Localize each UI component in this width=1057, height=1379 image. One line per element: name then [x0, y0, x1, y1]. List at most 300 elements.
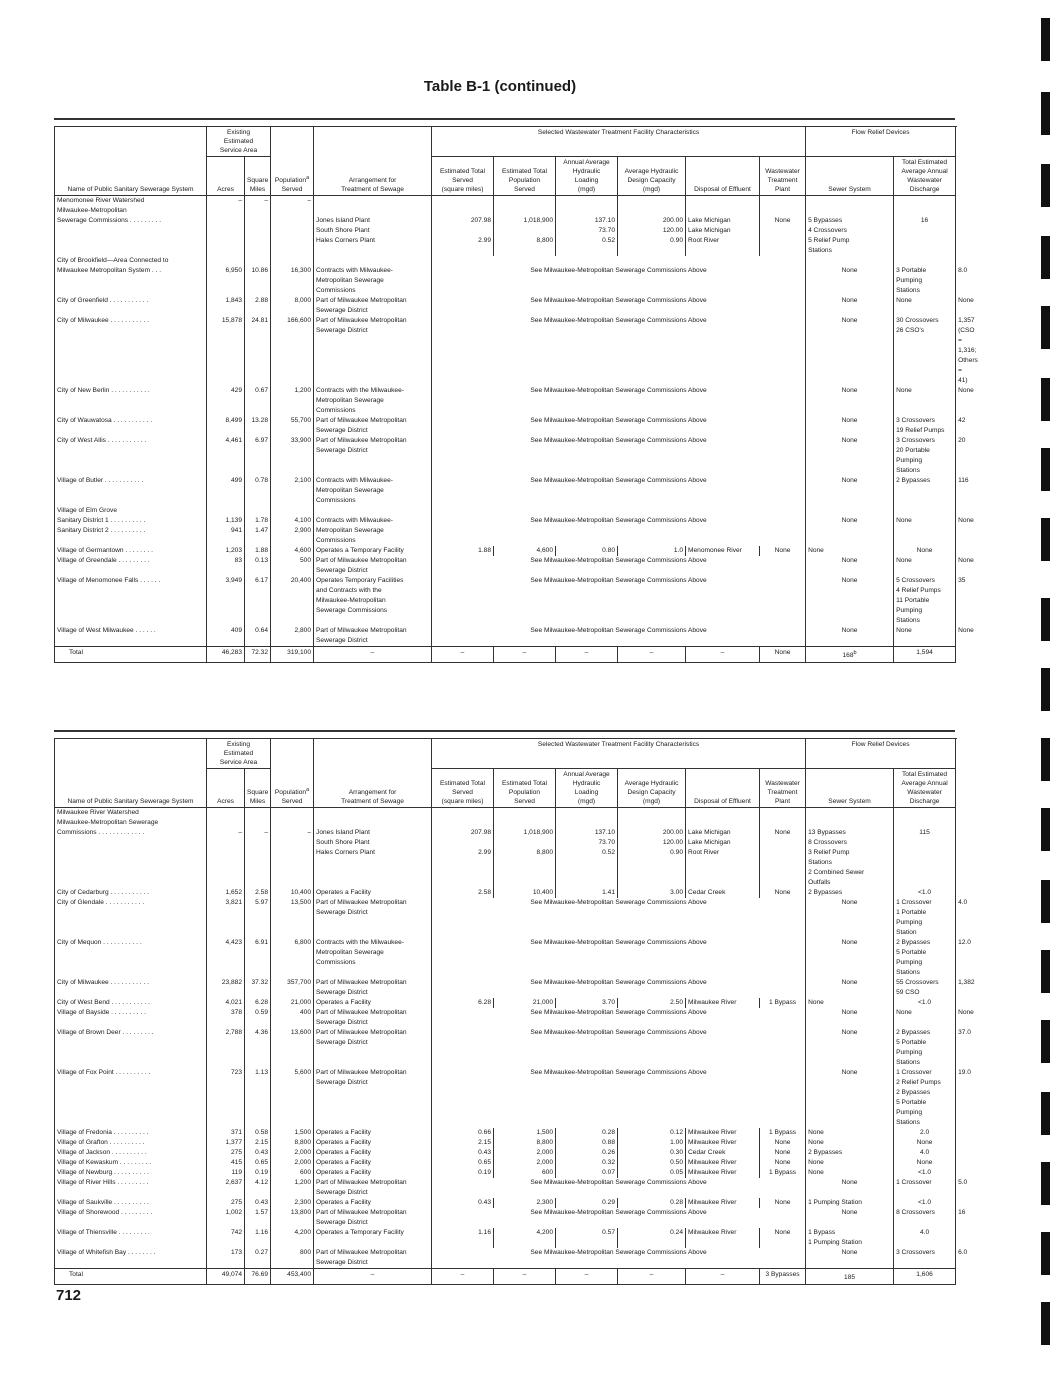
col-facility-group: Selected Wastewater Treatment Facility Characteristics: [432, 739, 806, 769]
discharge: None: [894, 546, 956, 556]
hydraulic-loading: 0.80: [556, 546, 618, 556]
binding-mark: [1041, 1162, 1050, 1205]
acres: 15,878: [207, 316, 245, 386]
arrangement: Jones Island Plant South Shore Plant Hales Corners Plant: [314, 808, 432, 889]
acres: 1,203: [207, 546, 245, 556]
acres: 8,499: [207, 416, 245, 436]
system-name: Village of Elm Grove Sanitary District 1 . . . . . . . . . . Sanitary District 2 . . . . . . . . . .: [55, 506, 207, 546]
treatment-plant-relief: None: [806, 576, 894, 626]
total-discharge: 1,594: [894, 647, 956, 663]
col-population: Population$^a$ Served: [271, 127, 314, 196]
hydraulic-loading: 0.29: [556, 1198, 618, 1208]
effluent-disposal: Milwaukee River: [686, 1168, 760, 1178]
treatment-plant-relief: None: [760, 1228, 806, 1248]
square-miles: 0.27: [245, 1248, 271, 1269]
hydraulic-loading: 1.41: [556, 888, 618, 898]
sewer-system-relief: None: [894, 386, 956, 416]
facility-note: See Milwaukee-Metropolitan Sewerage Commissions Above: [432, 576, 806, 626]
col-disposal: Disposal of Effluent: [686, 769, 760, 808]
total-population: 319,100: [271, 647, 314, 663]
table-top-rule: [54, 118, 955, 120]
population: 500: [271, 556, 314, 576]
arrangement: Part of Milwaukee Metropolitan Sewerage District: [314, 978, 432, 998]
table-row: Village of Elm Grove Sanitary District 1 . . . . . . . . . . Sanitary District 2 . . . . . . . . . . 1,139 941 1.78 1.47 4,100 2,900 Contracts with Milwaukee- Metropolitan Sewerage Commissions See Milwaukee-Metropolitan Sewerage Commissions Above None None None: [55, 506, 956, 546]
acres: 742: [207, 1228, 245, 1248]
total-discharge: 1,606: [894, 1269, 956, 1285]
arrangement: Operates a Facility: [314, 1148, 432, 1158]
binding-mark: [1041, 236, 1050, 279]
table-row: Village of Brown Deer . . . . . . . . . 2,788 4.36 13,600 Part of Milwaukee Metropolitan Sewerage District See Milwaukee-Metropolitan Sewerage Commissions Above None 2 Bypasses 5 Portable Pumping Stations 37.0: [55, 1028, 956, 1068]
treatment-plant-relief: None: [806, 316, 894, 386]
population: 1,200: [271, 1178, 314, 1198]
binding-mark: [1041, 1020, 1050, 1063]
population: 2,000: [271, 1158, 314, 1168]
square-miles: 13.28: [245, 416, 271, 436]
pop-served: 4,200: [494, 1228, 556, 1248]
total-sewer: 168$^b$: [806, 647, 894, 663]
area-served: 0.65: [432, 1158, 494, 1168]
binding-mark: [1041, 164, 1050, 207]
acres: 6,950: [207, 256, 245, 296]
pop-served: 4,600: [494, 546, 556, 556]
population: 6,800: [271, 938, 314, 978]
sewer-system-relief: 1 Bypass 1 Pumping Station: [806, 1228, 894, 1248]
facility-note: See Milwaukee-Metropolitan Sewerage Commissions Above: [432, 556, 806, 576]
facility-note: See Milwaukee-Metropolitan Sewerage Commissions Above: [432, 436, 806, 476]
total-area-served: –: [432, 647, 494, 663]
pop-served: 1,018,900 8,800: [494, 808, 556, 889]
treatment-plant-relief: 1 Bypass: [760, 998, 806, 1008]
arrangement: Contracts with Milwaukee- Metropolitan Sewerage Commissions: [314, 476, 432, 506]
effluent-disposal: Menomonee River: [686, 546, 760, 556]
square-miles: 0.43: [245, 1148, 271, 1158]
col-disposal: Disposal of Effluent: [686, 157, 760, 196]
treatment-plant-relief: 1 Bypass: [760, 1168, 806, 1178]
system-name: City of Mequon . . . . . . . . . . .: [55, 938, 207, 978]
acres: 723: [207, 1068, 245, 1128]
arrangement: Part of Milwaukee Metropolitan Sewerage District: [314, 1208, 432, 1228]
hydraulic-loading: 0.28: [556, 1128, 618, 1138]
system-name: Village of Saukville . . . . . . . . . .: [55, 1198, 207, 1208]
pop-served: 21,000: [494, 998, 556, 1008]
arrangement: Operates a Facility: [314, 1168, 432, 1178]
acres: 83: [207, 556, 245, 576]
pop-served: 1,018,900 8,800: [494, 196, 556, 257]
sewer-system-relief: None: [806, 1158, 894, 1168]
effluent-disposal: Milwaukee River: [686, 1138, 760, 1148]
pop-served: 1,500: [494, 1128, 556, 1138]
system-name: Village of Germantown . . . . . . . .: [55, 546, 207, 556]
population: 800: [271, 1248, 314, 1269]
col-acres: Acres: [207, 769, 245, 808]
treatment-plant-relief: None: [806, 1178, 894, 1198]
square-miles: 2.88: [245, 296, 271, 316]
col-plant: Wastewater Treatment Plant: [760, 157, 806, 196]
arrangement: Contracts with the Milwaukee- Metropolitan Sewerage Commissions: [314, 938, 432, 978]
discharge: 16: [894, 196, 956, 257]
col-sewer: Sewer System: [806, 769, 894, 808]
facility-note: See Milwaukee-Metropolitan Sewerage Commissions Above: [432, 416, 806, 436]
col-pop-served: Estimated Total Population Served: [494, 157, 556, 196]
effluent-disposal: Cedar Creek: [686, 888, 760, 898]
population: 2,300: [271, 1198, 314, 1208]
table-row: Village of Menomonee Falls . . . . . . 3,949 6.17 20,400 Operates Temporary Facilities and Contracts with the Milwaukee-Metropolitan Sewerage Commissions See Milwaukee-Metropolitan Sewerage Commissions Above None 5 Crossovers 4 Relief Pumps 11 Portable Pumping Stations 35: [55, 576, 956, 626]
system-name: City of Wauwatosa . . . . . . . . . . .: [55, 416, 207, 436]
sewer-system-relief: None: [894, 1008, 956, 1028]
acres: 275: [207, 1148, 245, 1158]
arrangement: Contracts with Milwaukee- Metropolitan Sewerage Commissions: [314, 256, 432, 296]
square-miles: 5.97: [245, 898, 271, 938]
arrangement: Part of Milwaukee Metropolitan Sewerage District: [314, 898, 432, 938]
discharge: <1.0: [894, 1168, 956, 1178]
table-row: Village of Bayside . . . . . . . . . . 378 0.59 400 Part of Milwaukee Metropolitan Sewerage District See Milwaukee-Metropolitan Sewerage Commissions Above None None None: [55, 1008, 956, 1028]
system-name: Village of Thiensville . . . . . . . . .: [55, 1228, 207, 1248]
square-miles: 24.81: [245, 316, 271, 386]
design-capacity: 0.30: [618, 1148, 686, 1158]
acres: 2,788: [207, 1028, 245, 1068]
square-miles: 0.59: [245, 1008, 271, 1028]
table-row: [55, 1138, 956, 1148]
col-arrangement: Arrangement for Treatment of Sewage: [314, 739, 432, 808]
hydraulic-loading: 137.10 73.70 0.52: [556, 808, 618, 889]
population: 21,000: [271, 998, 314, 1008]
square-miles: 6.97: [245, 436, 271, 476]
design-capacity: 0.50: [618, 1158, 686, 1168]
col-relief-group: Flow Relief Devices: [806, 739, 956, 769]
system-name: Village of Brown Deer . . . . . . . . .: [55, 1028, 207, 1068]
population: 166,600: [271, 316, 314, 386]
sewer-system-relief: 30 Crossovers 26 CSO's: [894, 316, 956, 386]
population: 33,900: [271, 436, 314, 476]
system-name: City of West Bend . . . . . . . . . . .: [55, 998, 207, 1008]
total-row: [55, 1269, 956, 1285]
facility-note: See Milwaukee-Metropolitan Sewerage Commissions Above: [432, 898, 806, 938]
binding-mark: [1041, 1092, 1050, 1135]
sewer-system-relief: None: [806, 546, 894, 556]
acres: 4,423: [207, 938, 245, 978]
sewer-system-relief: 1 Crossover: [894, 1178, 956, 1198]
effluent-disposal: Lake Michigan Lake Michigan Root River: [686, 196, 760, 257]
arrangement: Part of Milwaukee Metropolitan Sewerage District: [314, 1008, 432, 1028]
total-arrangement: –: [314, 647, 432, 663]
table-row: City of Mequon . . . . . . . . . . . 4,423 6.91 6,800 Contracts with the Milwaukee- Metropolitan Sewerage Commissions See Milwaukee-Metropolitan Sewerage Commissions Above None 2 Bypasses 5 Portable Pumping Stations 12.0: [55, 938, 956, 978]
pop-served: 2,000: [494, 1158, 556, 1168]
system-name: Village of Newburg . . . . . . . . . .: [55, 1168, 207, 1178]
wastewater-table-menomonee: [54, 126, 978, 663]
arrangement: Operates a Facility: [314, 1138, 432, 1148]
arrangement: Part of Milwaukee Metropolitan Sewerage District: [314, 1178, 432, 1198]
population: 10,400: [271, 888, 314, 898]
discharge: None: [894, 1138, 956, 1148]
area-served: 2.15: [432, 1138, 494, 1148]
total-capacity: –: [618, 647, 686, 663]
effluent-disposal: Milwaukee River: [686, 1128, 760, 1138]
treatment-plant-relief: None: [806, 296, 894, 316]
treatment-plant-relief: None: [806, 476, 894, 506]
square-miles: 0.64: [245, 626, 271, 647]
acres: 3,949: [207, 576, 245, 626]
acres: 4,021: [207, 998, 245, 1008]
sewer-system-relief: 2 Bypasses: [894, 476, 956, 506]
design-capacity: 200.00 120.00 0.90: [618, 808, 686, 889]
table-row: Village of Whitefish Bay . . . . . . . . 173 0.27 800 Part of Milwaukee Metropolitan Sewerage District See Milwaukee-Metropolitan Sewerage Commissions Above None 3 Crossovers 6.0: [55, 1248, 956, 1269]
arrangement: Operates a Temporary Facility: [314, 546, 432, 556]
treatment-plant-relief: None: [806, 1068, 894, 1128]
discharge: 115: [894, 808, 956, 889]
col-acres: Acres: [207, 157, 245, 196]
facility-note: See Milwaukee-Metropolitan Sewerage Commissions Above: [432, 1068, 806, 1128]
square-miles: 37.32: [245, 978, 271, 998]
acres: 3,821: [207, 898, 245, 938]
effluent-disposal: Milwaukee River: [686, 1228, 760, 1248]
population: 2,100: [271, 476, 314, 506]
effluent-disposal: Milwaukee River: [686, 998, 760, 1008]
treatment-plant-relief: None: [760, 888, 806, 898]
population: 4,600: [271, 546, 314, 556]
area-served: 207.98 2.99: [432, 808, 494, 889]
population: 16,300: [271, 256, 314, 296]
binding-mark: [1041, 448, 1050, 491]
discharge: <1.0: [894, 888, 956, 898]
acres: 1,843: [207, 296, 245, 316]
area-served: 0.43: [432, 1148, 494, 1158]
facility-note: See Milwaukee-Metropolitan Sewerage Commissions Above: [432, 1208, 806, 1228]
system-name: Village of Jackson . . . . . . . . . .: [55, 1148, 207, 1158]
table-row: [55, 1198, 956, 1208]
square-miles: 4.12: [245, 1178, 271, 1198]
hydraulic-loading: 0.88: [556, 1138, 618, 1148]
total-hydraulic: –: [556, 647, 618, 663]
total-capacity: –: [618, 1269, 686, 1285]
acres: 499: [207, 476, 245, 506]
area-served: 0.43: [432, 1198, 494, 1208]
binding-marks: [1038, 0, 1057, 1379]
square-miles: 6.91: [245, 938, 271, 978]
design-capacity: 0.28: [618, 1198, 686, 1208]
acres: 378: [207, 1008, 245, 1028]
square-miles: 0.13: [245, 556, 271, 576]
sewer-system-relief: 1 Crossover 1 Portable Pumping Station: [894, 898, 956, 938]
table-row: [55, 196, 956, 257]
population: 55,700: [271, 416, 314, 436]
total-plant: None: [760, 647, 806, 663]
acres: 409: [207, 626, 245, 647]
square-miles: 1.13: [245, 1068, 271, 1128]
treatment-plant-relief: None: [760, 808, 806, 889]
system-name: City of New Berlin . . . . . . . . . . .: [55, 386, 207, 416]
arrangement: Operates a Facility: [314, 1198, 432, 1208]
table-row: City of Greenfield . . . . . . . . . . . 1,843 2.88 8,000 Part of Milwaukee Metropolitan Sewerage District See Milwaukee-Metropolitan Sewerage Commissions Above None None None: [55, 296, 956, 316]
arrangement: Part of Milwaukee Metropolitan Sewerage District: [314, 1248, 432, 1269]
acres: 119: [207, 1168, 245, 1178]
square-miles: 0.58: [245, 1128, 271, 1138]
total-square-miles: 72.32: [245, 647, 271, 663]
sewer-system-relief: None: [894, 626, 956, 647]
facility-note: See Milwaukee-Metropolitan Sewerage Commissions Above: [432, 386, 806, 416]
treatment-plant-relief: None: [760, 1138, 806, 1148]
table-row: Village of River Hills . . . . . . . . . 2,637 4.12 1,200 Part of Milwaukee Metropolitan Sewerage District See Milwaukee-Metropolitan Sewerage Commissions Above None 1 Crossover 5.0: [55, 1178, 956, 1198]
population: 8,000: [271, 296, 314, 316]
acres: 4,461: [207, 436, 245, 476]
area-served: 6.28: [432, 998, 494, 1008]
population: 1,500: [271, 1128, 314, 1138]
total-hydraulic: –: [556, 1269, 618, 1285]
arrangement: Operates Temporary Facilities and Contracts with the Milwaukee-Metropolitan Sewerage Commissions: [314, 576, 432, 626]
table-row: [55, 808, 956, 889]
col-square-miles: Square Miles: [245, 157, 271, 196]
table-row: City of Wauwatosa . . . . . . . . . . . 8,499 13.28 55,700 Part of Milwaukee Metropolitan Sewerage District See Milwaukee-Metropolitan Sewerage Commissions Above None 3 Crossovers 19 Relief Pumps 42: [55, 416, 956, 436]
binding-mark: [1041, 1302, 1050, 1345]
col-hydraulic: Annual Average Hydraulic Loading (mgd): [556, 157, 618, 196]
table-row: City of Brookfield—Area Connected to Milwaukee Metropolitan System . . . 6,950 10.86 16,300 Contracts with Milwaukee- Metropolitan Sewerage Commissions See Milwaukee-Metropolitan Sewerage Commissions Above None 3 Portable Pumping Stations 8.0: [55, 256, 956, 296]
table-row: [55, 1158, 956, 1168]
square-miles: 6.28: [245, 998, 271, 1008]
table-row: [55, 1148, 956, 1158]
square-miles: 1.78 1.47: [245, 506, 271, 546]
facility-note: See Milwaukee-Metropolitan Sewerage Commissions Above: [432, 256, 806, 296]
system-name: Village of River Hills . . . . . . . . .: [55, 1178, 207, 1198]
col-service-area: Existing Estimated Service Area: [207, 127, 271, 157]
system-name: Village of Kewaskum . . . . . . . . .: [55, 1158, 207, 1168]
binding-mark: [1041, 92, 1050, 135]
table-top-rule: [54, 730, 955, 732]
col-capacity: Average Hydraulic Design Capacity (mgd): [618, 157, 686, 196]
treatment-plant-relief: None: [806, 436, 894, 476]
treatment-plant-relief: None: [806, 416, 894, 436]
arrangement: Operates a Facility: [314, 888, 432, 898]
square-miles: 0.19: [245, 1168, 271, 1178]
system-name: City of Glendale . . . . . . . . . . .: [55, 898, 207, 938]
total-acres: 49,074: [207, 1269, 245, 1285]
sewer-system-relief: None: [806, 998, 894, 1008]
arrangement: Contracts with Milwaukee- Metropolitan Sewerage Commissions: [314, 506, 432, 546]
treatment-plant-relief: None: [806, 506, 894, 546]
acres: 173: [207, 1248, 245, 1269]
col-service-area: Existing Estimated Service Area: [207, 739, 271, 769]
binding-mark: [1041, 18, 1050, 61]
acres: –: [207, 808, 245, 889]
sewer-system-relief: 8 Crossovers: [894, 1208, 956, 1228]
facility-note: See Milwaukee-Metropolitan Sewerage Commissions Above: [432, 476, 806, 506]
binding-mark: [1041, 306, 1050, 349]
sewer-system-relief: None: [894, 296, 956, 316]
binding-mark: [1041, 518, 1050, 561]
population: –: [271, 196, 314, 257]
table-row: Village of Greendale . . . . . . . . . 83 0.13 500 Part of Milwaukee Metropolitan Sewerage District See Milwaukee-Metropolitan Sewerage Commissions Above None None None: [55, 556, 956, 576]
pop-served: 600: [494, 1168, 556, 1178]
hydraulic-loading: 0.07: [556, 1168, 618, 1178]
treatment-plant-relief: None: [806, 556, 894, 576]
design-capacity: 0.12: [618, 1128, 686, 1138]
total-label: Total: [55, 1269, 207, 1285]
sewer-system-relief: 2 Bypasses: [806, 888, 894, 898]
total-square-miles: 76.69: [245, 1269, 271, 1285]
system-name: Milwaukee River Watershed Milwaukee-Metropolitan Sewerage Commissions . . . . . . . . . . . . .: [55, 808, 207, 889]
discharge: 4.0: [894, 1228, 956, 1248]
treatment-plant-relief: None: [806, 1008, 894, 1028]
arrangement: Part of Milwaukee Metropolitan Sewerage District: [314, 626, 432, 647]
square-miles: 6.17: [245, 576, 271, 626]
population: 13,600: [271, 1028, 314, 1068]
page-number: 712: [56, 1287, 82, 1304]
sewer-system-relief: 3 Crossovers 19 Relief Pumps: [894, 416, 956, 436]
facility-note: See Milwaukee-Metropolitan Sewerage Commissions Above: [432, 1248, 806, 1269]
table-row: [55, 1128, 956, 1138]
system-name: Village of Fredonia . . . . . . . . . .: [55, 1128, 207, 1138]
table-row: [55, 888, 956, 898]
population: 8,800: [271, 1138, 314, 1148]
design-capacity: 3.00: [618, 888, 686, 898]
arrangement: Part of Milwaukee Metropolitan Sewerage District: [314, 556, 432, 576]
binding-mark: [1041, 1232, 1050, 1275]
sewer-system-relief: None: [894, 556, 956, 576]
sewer-system-relief: 3 Crossovers 20 Portable Pumping Stations: [894, 436, 956, 476]
table-row: City of West Allis . . . . . . . . . . . 4,461 6.97 33,900 Part of Milwaukee Metropolitan Sewerage District See Milwaukee-Metropolitan Sewerage Commissions Above None 3 Crossovers 20 Portable Pumping Stations 20: [55, 436, 956, 476]
effluent-disposal: Lake Michigan Lake Michigan Root River: [686, 808, 760, 889]
hydraulic-loading: 3.70: [556, 998, 618, 1008]
table-row: [55, 546, 956, 556]
col-plant: Wastewater Treatment Plant: [760, 769, 806, 808]
arrangement: Part of Milwaukee Metropolitan Sewerage District: [314, 1068, 432, 1128]
area-served: 0.19: [432, 1168, 494, 1178]
square-miles: 10.86: [245, 256, 271, 296]
sewer-system-relief: None: [806, 1168, 894, 1178]
design-capacity: 2.50: [618, 998, 686, 1008]
sewer-system-relief: None: [806, 1138, 894, 1148]
total-sewer: 185: [806, 1269, 894, 1285]
system-name: City of West Allis . . . . . . . . . . .: [55, 436, 207, 476]
total-area-served: –: [432, 1269, 494, 1285]
pop-served: 8,800: [494, 1138, 556, 1148]
sewer-system-relief: 2 Bypasses 5 Portable Pumping Stations: [894, 1028, 956, 1068]
total-row: [55, 647, 956, 663]
total-population: 453,400: [271, 1269, 314, 1285]
binding-mark: [1041, 738, 1050, 781]
sewer-system-relief: 2 Bypasses: [806, 1148, 894, 1158]
table-row: [55, 998, 956, 1008]
facility-note: See Milwaukee-Metropolitan Sewerage Commissions Above: [432, 978, 806, 998]
acres: 23,882: [207, 978, 245, 998]
acres: 1,002: [207, 1208, 245, 1228]
sewer-system-relief: 55 Crossovers 59 CSO: [894, 978, 956, 998]
acres: 1,652: [207, 888, 245, 898]
square-miles: 0.78: [245, 476, 271, 506]
acres: 415: [207, 1158, 245, 1168]
discharge: 2.0: [894, 1128, 956, 1138]
total-pop-served: –: [494, 1269, 556, 1285]
col-sewer: Sewer System: [806, 157, 894, 196]
area-served: 1.88: [432, 546, 494, 556]
square-miles: 4.36: [245, 1028, 271, 1068]
table-row: City of New Berlin . . . . . . . . . . . 429 0.67 1,200 Contracts with the Milwaukee- Metropolitan Sewerage Commissions See Milwaukee-Metropolitan Sewerage Commissions Above None None None: [55, 386, 956, 416]
square-miles: 1.57: [245, 1208, 271, 1228]
table-row: Village of Fox Point . . . . . . . . . . 723 1.13 5,600 Part of Milwaukee Metropolitan Sewerage District See Milwaukee-Metropolitan Sewerage Commissions Above None 1 Crossover 2 Relief Pumps 2 Bypasses 5 Portable Pumping Stations 19.0: [55, 1068, 956, 1128]
treatment-plant-relief: None: [760, 1198, 806, 1208]
col-name: Name of Public Sanitary Sewerage System: [55, 739, 207, 808]
system-name: Village of Bayside . . . . . . . . . .: [55, 1008, 207, 1028]
binding-mark: [1041, 378, 1050, 421]
binding-mark: [1041, 880, 1050, 923]
system-name: Village of Menomonee Falls . . . . . .: [55, 576, 207, 626]
total-arrangement: –: [314, 1269, 432, 1285]
facility-note: See Milwaukee-Metropolitan Sewerage Commissions Above: [432, 506, 806, 546]
design-capacity: 200.00 120.00 0.90: [618, 196, 686, 257]
facility-note: See Milwaukee-Metropolitan Sewerage Commissions Above: [432, 938, 806, 978]
treatment-plant-relief: None: [806, 256, 894, 296]
system-name: Village of Greendale . . . . . . . . .: [55, 556, 207, 576]
wastewater-table-milwaukee: [54, 738, 975, 1285]
table-row: City of Milwaukee . . . . . . . . . . . 23,882 37.32 357,700 Part of Milwaukee Metropolitan Sewerage District See Milwaukee-Metropolitan Sewerage Commissions Above None 55 Crossovers 59 CSO 1,382: [55, 978, 956, 998]
